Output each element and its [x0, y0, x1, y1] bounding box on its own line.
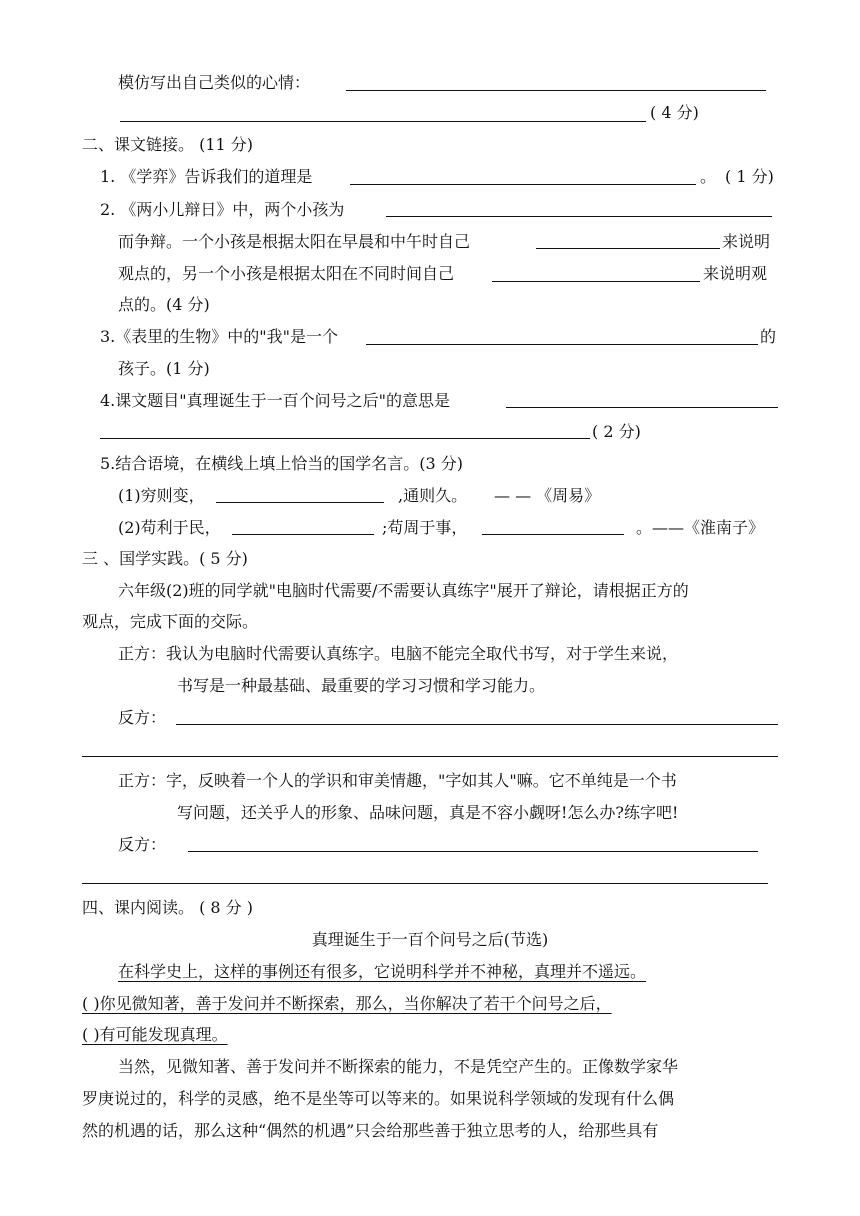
pro-statement-1b: 书写是一种最基础、最重要的学习习惯和学习能力。	[177, 676, 546, 695]
q5-item1a: (1)穷则变，	[118, 486, 205, 505]
q4-answer-line-2[interactable]	[100, 438, 590, 439]
con-answer-line-4[interactable]	[82, 883, 768, 884]
pro-statement-2a: 正方：字，反映着一个人的学识和审美情趣，"字如其人"嘛。它不单纯是一个书	[118, 771, 677, 790]
q5-answer-line-2[interactable]	[232, 534, 374, 535]
passage-line-6: 然的机遇的话，那么这种“偶然的机遇”只会给那些善于独立思考的人，给那些具有	[82, 1121, 659, 1140]
passage-line-2: ( )你见微知著，善于发问并不断探索，那么，当你解决了若干个问号之后，	[82, 994, 612, 1013]
q2-line2a: 而争辩。一个小孩是根据太阳在早晨和中午时自己	[118, 232, 471, 251]
con-answer-line-2[interactable]	[82, 756, 778, 757]
passage-line-4: 当然，见微知著、善于发问并不断探索的能力，不是凭空产生的。正像数学家华	[118, 1057, 679, 1076]
con-answer-line-3[interactable]	[188, 851, 758, 852]
imitate-answer-line-1[interactable]	[346, 90, 766, 91]
q5-item2b: ;苟周于事，	[382, 518, 468, 537]
q1-score: ( 1 分)	[725, 167, 774, 186]
q2-line3b: 来说明观	[703, 264, 768, 283]
con-label-1: 反方：	[118, 708, 167, 727]
q1-end: 。	[700, 167, 717, 186]
pro-statement-2b: 写问题，还关乎人的形象、品味问题，真是不容小觑呀!怎么办?练字吧!	[177, 803, 679, 822]
con-label-2: 反方：	[118, 835, 167, 854]
passage-line-5: 罗庚说过的，科学的灵感，绝不是坐等可以等来的。如果说科学领域的发现有什么偶	[82, 1089, 675, 1108]
con-answer-line-1[interactable]	[176, 724, 778, 725]
section2-heading: 二、课文链接。 (11 分)	[82, 135, 254, 154]
passage-line-3: ( )有可能发现真理。	[82, 1025, 228, 1044]
section4-heading: 四、课内阅读。 ( 8 分 )	[82, 898, 254, 917]
q2-line3a: 观点的，另一个小孩是根据太阳在不同时间自己	[118, 264, 455, 283]
q4-score: ( 2 分)	[592, 422, 641, 441]
q2-answer-line-3[interactable]	[492, 281, 700, 282]
q3-line2: 孩子。(1 分)	[118, 359, 210, 378]
q5-answer-line-1[interactable]	[216, 502, 384, 503]
q3-answer-line[interactable]	[366, 344, 758, 345]
q2-line4: 点的。(4 分)	[118, 295, 210, 314]
imitate-score: ( 4 分)	[650, 103, 699, 122]
q5-item1c: — — 《周易》	[494, 486, 601, 505]
passage-underlined-sentence: 在科学史上，这样的事例还有很多，它说明科学并不神秘，真理并不遥远。	[118, 962, 647, 981]
q2-line2b: 来说明	[722, 232, 771, 251]
q5-answer-line-3[interactable]	[482, 534, 624, 535]
pro-statement-1a: 正方：我认为电脑时代需要认真练字。电脑不能完全取代书写，对于学生来说，	[118, 644, 679, 663]
q3-line1b: 的	[760, 327, 777, 346]
q3-line1a: 3.《表里的生物》中的"我"是一个	[100, 327, 338, 346]
section3-heading: 三 、国学实践。( 5 分)	[82, 549, 248, 568]
q5-item1b: ,通则久。	[398, 486, 468, 505]
q2-answer-line-2[interactable]	[536, 248, 720, 249]
q4-line1: 4.课文题目"真理诞生于一百个问号之后"的意思是	[100, 391, 450, 410]
q1-text: 1. 《学弈》告诉我们的道理是	[100, 167, 313, 186]
imitate-answer-line-2[interactable]	[120, 121, 646, 122]
q5-item2c: 。——《淮南子》	[636, 518, 765, 537]
imitate-label: 模仿写出自己类似的心情：	[118, 73, 311, 92]
q2-answer-line-1[interactable]	[386, 216, 772, 217]
q2-line1: 2. 《两小儿辩日》中，两个小孩为	[100, 200, 345, 219]
section3-intro-1: 六年级(2)班的同学就"电脑时代需要/不需要认真练字"展开了辩论，请根据正方的	[118, 581, 689, 600]
q4-answer-line-1[interactable]	[506, 407, 778, 408]
q1-answer-line[interactable]	[350, 184, 696, 185]
passage-title: 真理诞生于一百个问号之后(节选)	[311, 930, 549, 949]
q5-intro: 5.结合语境，在横线上填上恰当的国学名言。(3 分)	[100, 454, 464, 473]
section3-intro-2: 观点，完成下面的交际。	[82, 612, 259, 631]
q5-item2a: (2)苟利于民，	[118, 518, 221, 537]
